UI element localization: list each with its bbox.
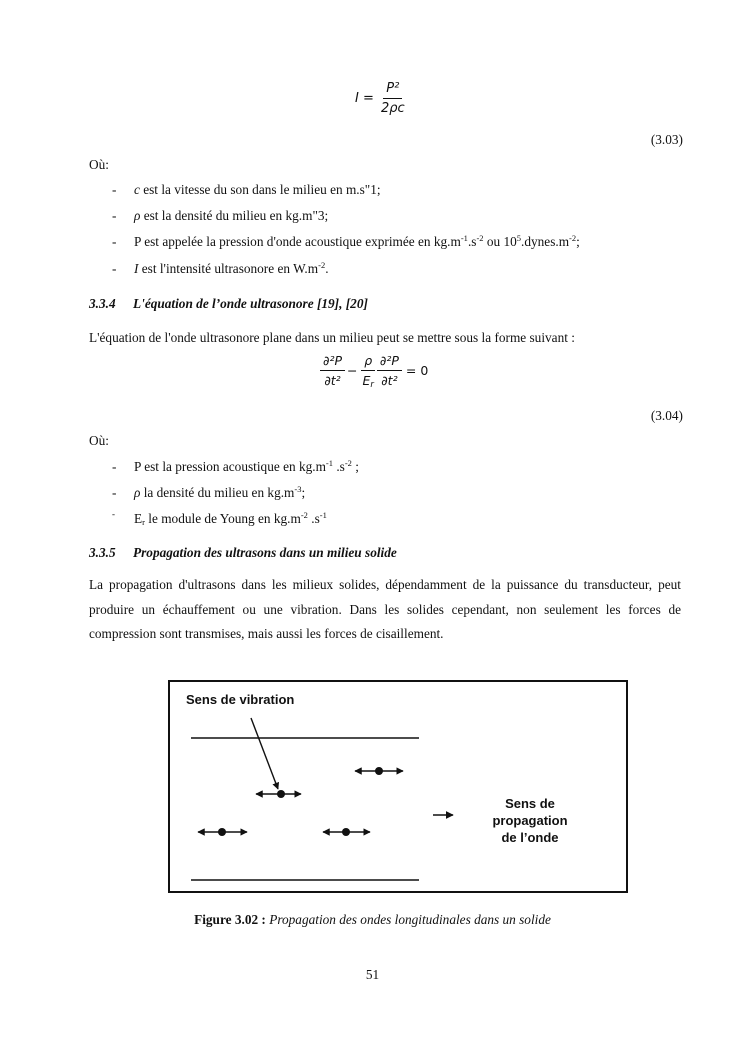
wave-diagram bbox=[170, 682, 626, 891]
ou-label-1: Où: bbox=[89, 157, 109, 172]
page-number: 51 bbox=[365, 967, 380, 982]
figure-caption: Figure 3.02 : Propagation des ondes longitudinales dans un solide bbox=[194, 912, 551, 927]
section-number: 3.3.5 bbox=[89, 545, 116, 560]
paragraph-1: L'équation de l'onde ultrasonore plane dans un milieu peut se mettre sous la forme suivant : bbox=[89, 330, 575, 345]
vibration-pointer-arrow bbox=[251, 718, 278, 789]
equation-number-3-03: (3.03) bbox=[650, 132, 683, 147]
figure-3-02 bbox=[168, 680, 628, 893]
equation-3-04: $\frac{\text{∂²P}}{\text{∂t²}}$ − $\frac{\rho}{E_r}$ $\frac{\text{∂²P}}{\text{∂t²}}$ = 0 bbox=[320, 352, 428, 389]
equation-3-03 bbox=[355, 80, 408, 117]
section-number: 3.3.4 bbox=[89, 296, 116, 311]
label-sens-de-propagation: Sens de propagation de l’onde bbox=[492, 796, 568, 845]
section-title: Propagation des ultrasons dans un milieu solide bbox=[133, 545, 397, 560]
section-heading-3-3-5 bbox=[89, 545, 397, 561]
paragraph-2: La propagation d'ultrasons dans les milieux solides, dépendamment de la puissance du transducteur, peut produire un échauffement ou une vibration. Dans les solides cependant, non seulement les forces de compression sont transmises, mais aussi les forces de cisaillement. bbox=[89, 577, 681, 641]
particle-1 bbox=[256, 790, 301, 798]
section-heading-3-3-4 bbox=[89, 296, 368, 312]
eq1-denominator: 2ρc bbox=[381, 101, 405, 116]
particle-4 bbox=[323, 828, 370, 836]
eq1-numerator: P² bbox=[383, 80, 402, 99]
particle-2 bbox=[355, 767, 403, 775]
particle-3 bbox=[198, 828, 247, 836]
eq1-fraction bbox=[378, 80, 408, 117]
label-sens-de-vibration: Sens de vibration bbox=[186, 692, 295, 707]
equation-number-3-04: (3.04) bbox=[650, 408, 683, 423]
eq1-lhs: I = bbox=[355, 91, 374, 106]
ou-label-2: Où: bbox=[89, 433, 109, 448]
section-title: L'équation de l’onde ultrasonore [19], [20] bbox=[133, 296, 368, 311]
